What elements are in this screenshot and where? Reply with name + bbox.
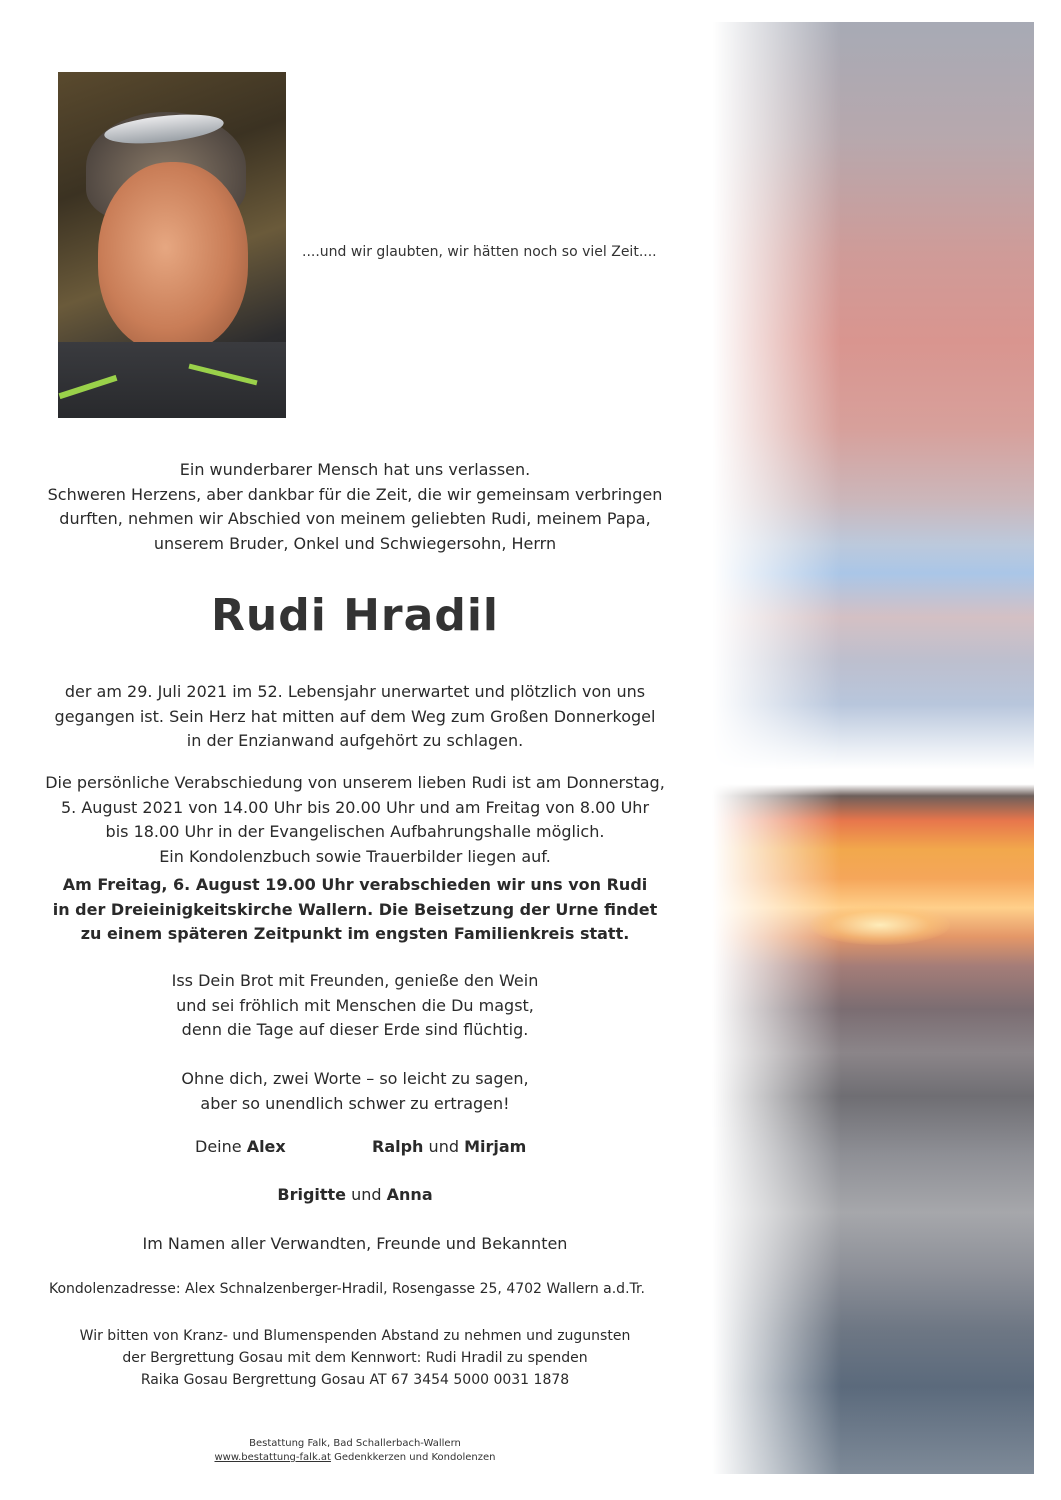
portrait-face xyxy=(98,162,248,352)
donation-line: Raika Gosau Bergrettung Gosau AT 67 3454 5000 0031 1878 xyxy=(140,1372,570,1388)
poem-line: Iss Dein Brot mit Freunden, genieße den Wein xyxy=(171,971,539,990)
poem-line: aber so unendlich schwer zu ertragen! xyxy=(200,1093,510,1113)
intro-line: durften, nehmen wir Abschied von meinem geliebten Rudi, meinem Papa, xyxy=(59,509,651,528)
poem-line: und sei fröhlich mit Menschen die Du magst, xyxy=(176,995,534,1015)
intro-line: unserem Bruder, Onkel und Schwiegersohn, Herrn xyxy=(153,533,557,553)
footer-website-link[interactable]: www.bestattung-falk.at xyxy=(214,1452,331,1463)
poem-line: Ohne dich, zwei Worte – so leicht zu sagen, xyxy=(181,1069,529,1088)
death-paragraph xyxy=(40,680,670,754)
sunset-sky-image xyxy=(712,22,1034,1474)
portrait-photo xyxy=(58,72,286,418)
intro-line: Ein wunderbarer Mensch hat uns verlassen. xyxy=(179,460,531,479)
poem-paragraph xyxy=(40,969,670,1043)
poem-line: denn die Tage auf dieser Erde sind flüchtig. xyxy=(181,1020,529,1039)
signer-ralph-mirjam: Ralph und Mirjam xyxy=(372,1137,527,1156)
donation-paragraph xyxy=(40,1325,670,1391)
service-paragraph xyxy=(40,873,670,947)
farewell-paragraph xyxy=(40,771,670,869)
relatives-line: Im Namen aller Verwandten, Freunde und Bekannten xyxy=(142,1234,568,1253)
funeral-home-footer xyxy=(150,1437,560,1465)
service-line: zu einem späteren Zeitpunkt im engsten Familienkreis statt. xyxy=(80,924,630,943)
footer-company: Bestattung Falk, Bad Schallerbach-Wallern xyxy=(249,1438,461,1449)
deceased-name: Rudi Hradil xyxy=(211,590,499,641)
service-line: Am Freitag, 6. August 19.00 Uhr verabschieden wir uns von Rudi xyxy=(62,875,648,894)
signer-brigitte-anna: Brigitte und Anna xyxy=(277,1185,433,1204)
intro-line: Schweren Herzens, aber dankbar für die Zeit, die wir gemeinsam verbringen xyxy=(47,484,663,504)
signers-row xyxy=(0,1137,720,1161)
service-line: in der Dreieinigkeitskirche Wallern. Die Beisetzung der Urne findet xyxy=(52,899,658,919)
sun-glow xyxy=(810,905,950,945)
condolence-address: Kondolenzadresse: Alex Schnalzenberger-Hradil, Rosengasse 25, 4702 Wallern a.d.Tr. xyxy=(49,1281,645,1297)
farewell-line: bis 18.00 Uhr in der Evangelischen Aufbahrungshalle möglich. xyxy=(105,822,605,841)
farewell-line: Ein Kondolenzbuch sowie Trauerbilder liegen auf. xyxy=(159,846,551,866)
motto-quote: ....und wir glaubten, wir hätten noch so viel Zeit.... xyxy=(302,244,657,260)
death-line: der am 29. Juli 2021 im 52. Lebensjahr unerwartet und plötzlich von uns xyxy=(64,682,646,701)
donation-line: der Bergrettung Gosau mit dem Kennwort: Rudi Hradil zu spenden xyxy=(122,1350,588,1366)
footer-web-line xyxy=(150,1451,560,1465)
intro-paragraph xyxy=(40,458,670,556)
donation-line: Wir bitten von Kranz- und Blumenspenden Abstand zu nehmen und zugunsten xyxy=(79,1328,631,1344)
farewell-line: 5. August 2021 von 14.00 Uhr bis 20.00 Uhr und am Freitag von 8.00 Uhr xyxy=(60,797,650,817)
poem-closing-paragraph xyxy=(40,1067,670,1116)
signer-alex: Deine Alex xyxy=(195,1137,286,1156)
death-line: gegangen ist. Sein Herz hat mitten auf dem Weg zum Großen Donnerkogel xyxy=(54,706,656,726)
footer-web-text: Gedenkkerzen und Kondolenzen xyxy=(330,1452,496,1463)
farewell-line: Die persönliche Verabschiedung von unserem lieben Rudi ist am Donnerstag, xyxy=(45,773,665,792)
death-line: in der Enzianwand aufgehört zu schlagen. xyxy=(186,731,524,750)
